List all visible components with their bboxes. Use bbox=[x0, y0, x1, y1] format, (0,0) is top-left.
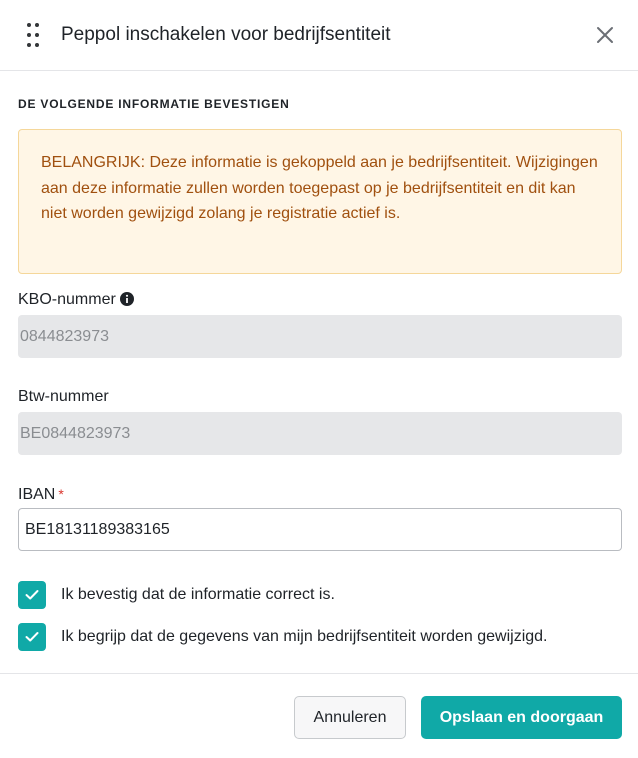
confirm-info-checkbox[interactable] bbox=[18, 581, 46, 609]
btw-field bbox=[18, 412, 622, 455]
section-heading: DE VOLGENDE INFORMATIE BEVESTIGEN bbox=[18, 97, 290, 111]
save-and-continue-button[interactable]: Opslaan en doorgaan bbox=[421, 696, 622, 739]
kbo-field bbox=[18, 315, 622, 358]
acknowledge-change-checkbox[interactable] bbox=[18, 623, 46, 651]
close-button[interactable] bbox=[592, 22, 618, 48]
kbo-label-text: KBO-nummer bbox=[18, 291, 116, 308]
btw-label: Btw-nummer bbox=[18, 388, 109, 405]
close-icon bbox=[592, 22, 618, 48]
required-mark: * bbox=[58, 486, 64, 502]
important-alert bbox=[18, 129, 622, 274]
dialog-header bbox=[0, 0, 638, 71]
iban-label-text: IBAN bbox=[18, 486, 56, 503]
checkmark-icon bbox=[25, 631, 39, 643]
kbo-label bbox=[18, 290, 134, 310]
drag-handle-icon[interactable] bbox=[24, 22, 40, 48]
footer-divider bbox=[0, 673, 638, 674]
cancel-button[interactable]: Annuleren bbox=[294, 696, 406, 739]
iban-label bbox=[18, 484, 64, 505]
acknowledge-change-label: Ik begrijp dat de gegevens van mijn bedrijfsentiteit worden gewijzigd. bbox=[61, 628, 548, 645]
dialog-title: Peppol inschakelen voor bedrijfsentiteit bbox=[61, 24, 391, 45]
checkmark-icon bbox=[25, 589, 39, 601]
kbo-value: 0844823973 bbox=[20, 328, 109, 345]
info-icon[interactable] bbox=[120, 292, 134, 306]
btw-value: BE0844823973 bbox=[20, 425, 131, 442]
confirm-info-label: Ik bevestig dat de informatie correct is. bbox=[61, 586, 335, 603]
alert-text: BELANGRIJK: Deze informatie is gekoppeld aan je bedrijfsentiteit. Wijzigingen aan deze informatie zullen worden toegepast op je bedrijfsentiteit en dit kan niet worden gewijzigd zolang je registratie actief is. bbox=[41, 154, 598, 222]
iban-input[interactable] bbox=[18, 508, 622, 551]
